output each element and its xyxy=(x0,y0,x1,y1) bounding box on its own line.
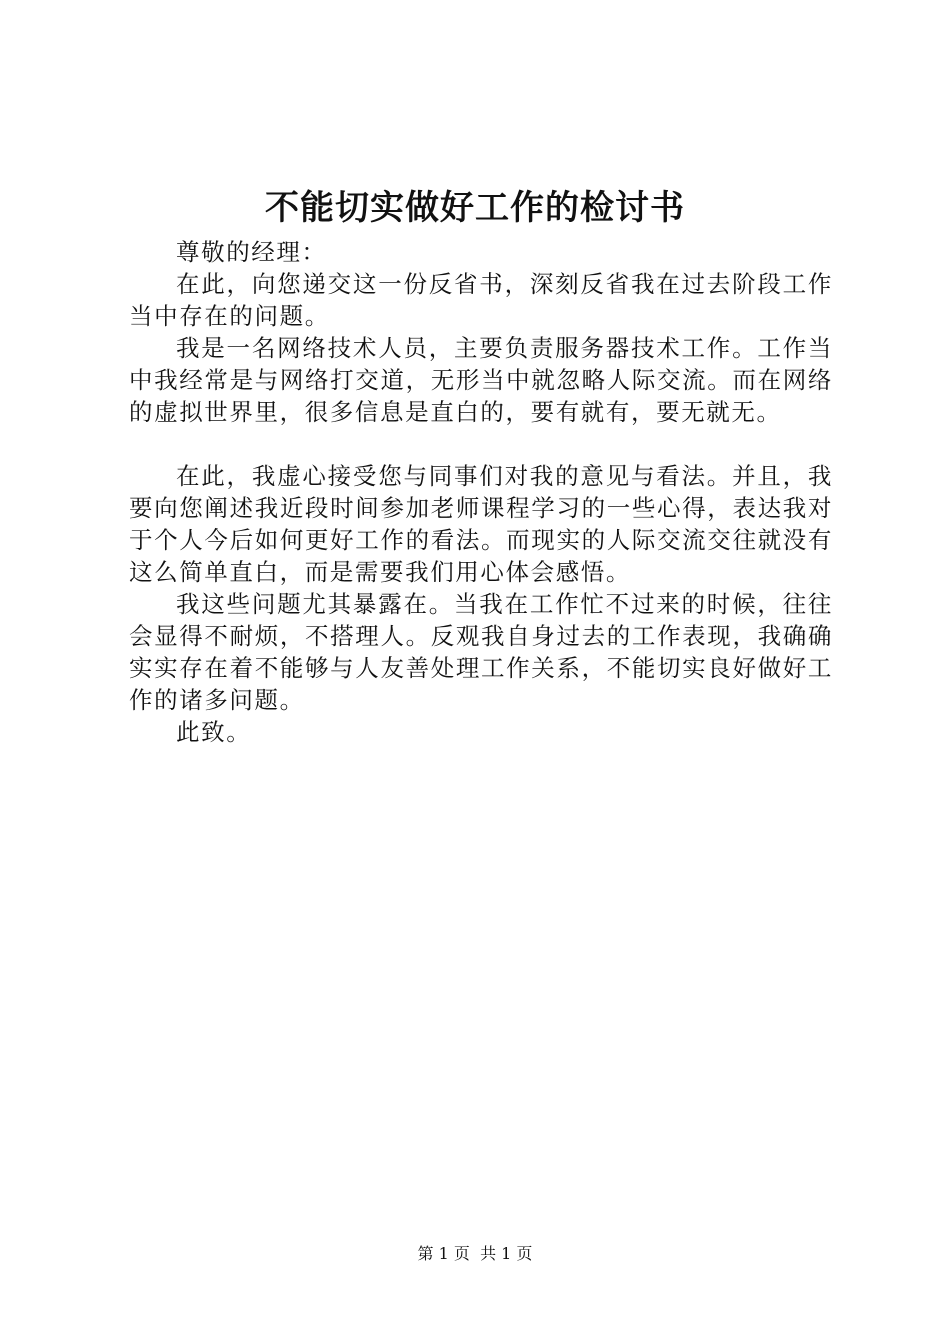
paragraph-1: 在此，向您递交这一份反省书，深刻反省我在过去阶段工作当中存在的问题。 xyxy=(129,270,833,330)
document-title: 不能切实做好工作的检讨书 xyxy=(265,188,685,228)
page-footer xyxy=(0,1243,950,1265)
document-body xyxy=(129,236,833,748)
paragraph-3: 在此，我虚心接受您与同事们对我的意见与看法。并且，我要向您阐述我近段时间参加老师课程学习的一些心得，表达我对于个人今后如何更好工作的看法。而现实的人际交流交往就没有这么简单直白，而是需要我们用心体会感悟。 xyxy=(129,462,833,586)
salutation: 尊敬的经理： xyxy=(176,238,327,266)
closing: 此致。 xyxy=(176,718,252,746)
page-number-label: 第 1 页 共 1 页 xyxy=(417,1244,533,1263)
paragraph-2: 我是一名网络技术人员，主要负责服务器技术工作。工作当中我经常是与网络打交道，无形当中就忽略人际交流。而在网络的虚拟世界里，很多信息是直白的，要有就有，要无就无。 xyxy=(129,334,833,426)
paragraph-4: 我这些问题尤其暴露在。当我在工作忙不过来的时候，往往会显得不耐烦，不搭理人。反观我自身过去的工作表现，我确确实实存在着不能够与人友善处理工作关系，不能切实良好做好工作的诸多问题。 xyxy=(129,590,833,714)
